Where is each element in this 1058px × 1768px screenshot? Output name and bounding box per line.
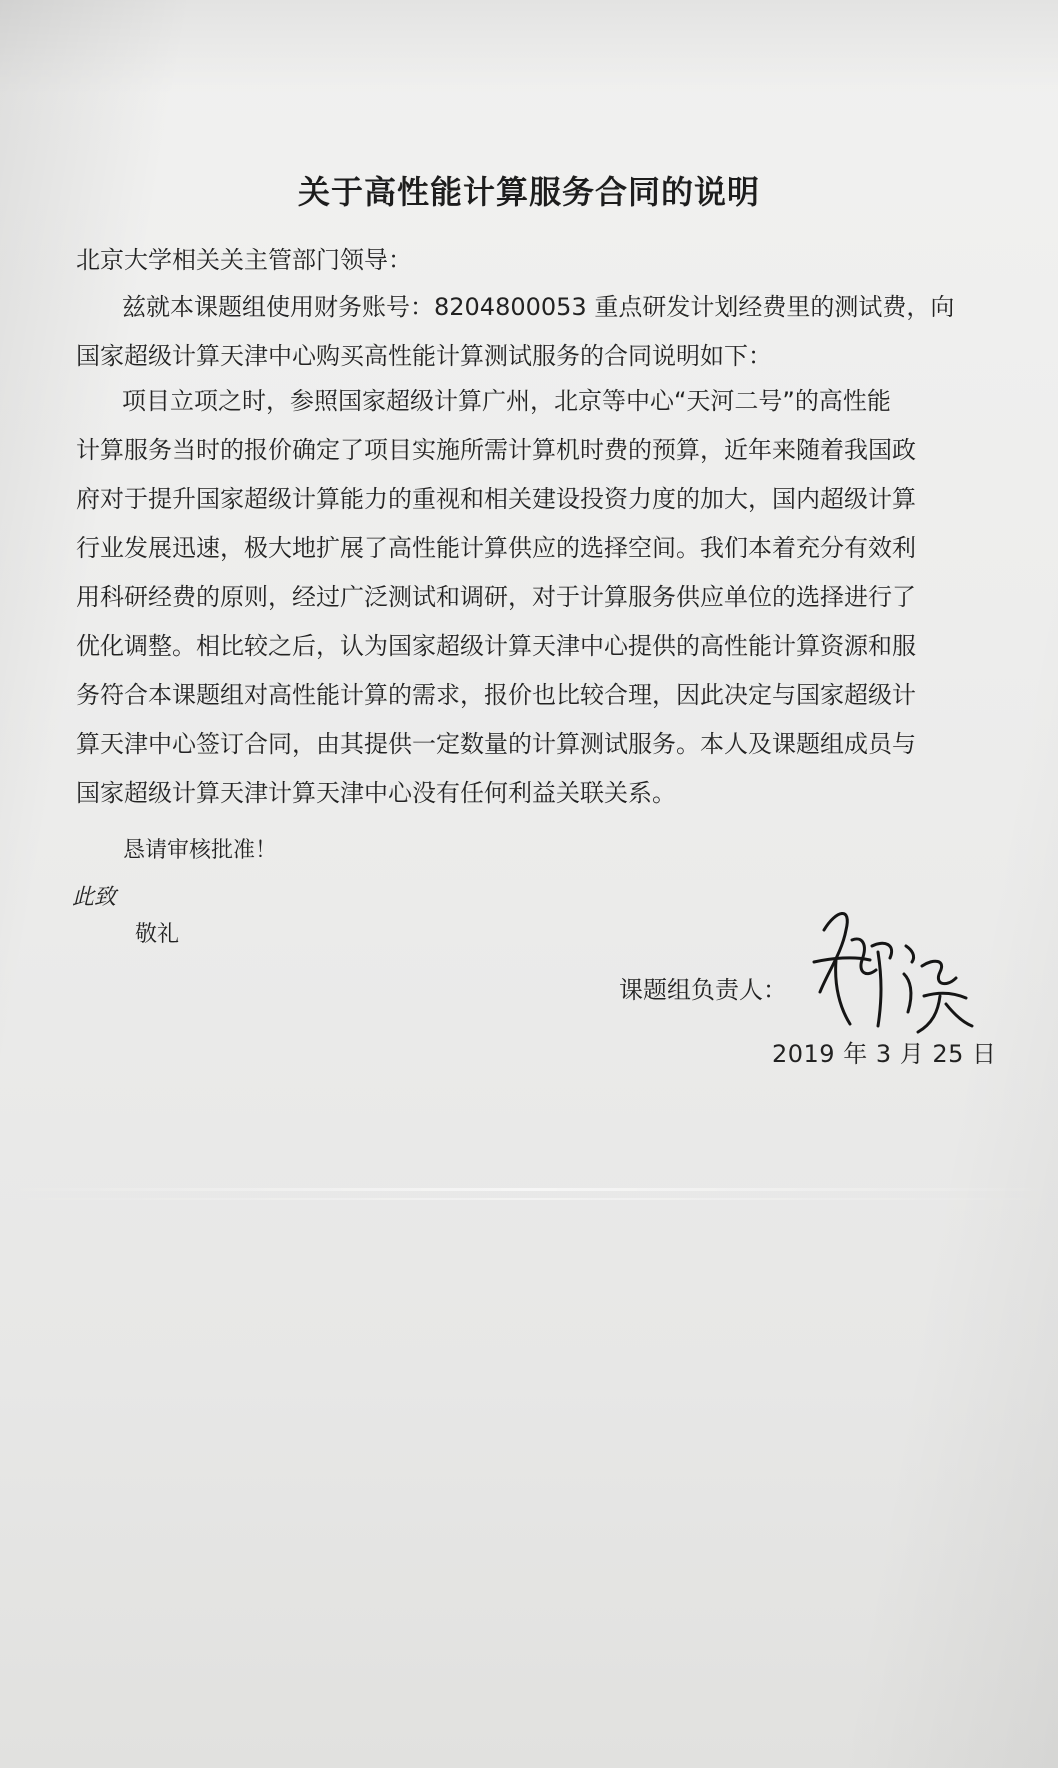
paragraph-body (76, 385, 976, 826)
document-title: 关于高性能计算服务合同的说明 (297, 173, 760, 211)
paragraph-line: 府对于提升国家超级计算能力的重视和相关建设投资力度的加大，国内超级计算 (76, 485, 916, 513)
approval-request: 恳请审核批准！ (123, 838, 278, 863)
paragraph-line: 务符合本课题组对高性能计算的需求，报价也比较合理，因此决定与国家超级计 (76, 681, 916, 709)
document-date: 2019 年 3 月 25 日 (772, 1040, 997, 1068)
paragraph-line: 算天津中心签订合同，由其提供一定数量的计算测试服务。本人及课题组成员与 (76, 730, 916, 758)
paragraph-line: 优化调整。相比较之后，认为国家超级计算天津中心提供的高性能计算资源和服 (76, 632, 916, 660)
salutation: 北京大学相关关主管部门领导： (76, 246, 412, 274)
paragraph-line: 兹就本课题组使用财务账号：8204800053 重点研发计划经费里的测试费，向 (122, 293, 955, 321)
paragraph-line: 项目立项之时，参照国家超级计算广州，北京等中心“天河二号”的高性能 (122, 387, 891, 415)
handwritten-signature (806, 900, 976, 1040)
paragraph-line: 用科研经费的原则，经过广泛测试和调研，对于计算服务供应单位的选择进行了 (76, 583, 916, 611)
closing-regards: 敬礼 (135, 922, 180, 947)
paragraph-line: 国家超级计算天津计算天津中心没有任何利益关联关系。 (76, 779, 676, 807)
top-shadow (0, 0, 1058, 95)
paper-fold-secondary (0, 1198, 1058, 1200)
paragraph-line: 行业发展迅速，极大地扩展了高性能计算供应的选择空间。我们本着充分有效利 (76, 534, 916, 562)
paragraph-line: 计算服务当时的报价确定了项目实施所需计算机时费的预算，近年来随着我国政 (76, 436, 916, 464)
paper-fold (0, 1188, 1058, 1191)
paragraph-intro (76, 291, 976, 389)
signer-label: 课题组负责人： (619, 976, 787, 1004)
closing-salute: 此致 (72, 885, 117, 910)
paragraph-line: 国家超级计算天津中心购买高性能计算测试服务的合同说明如下： (76, 342, 772, 370)
